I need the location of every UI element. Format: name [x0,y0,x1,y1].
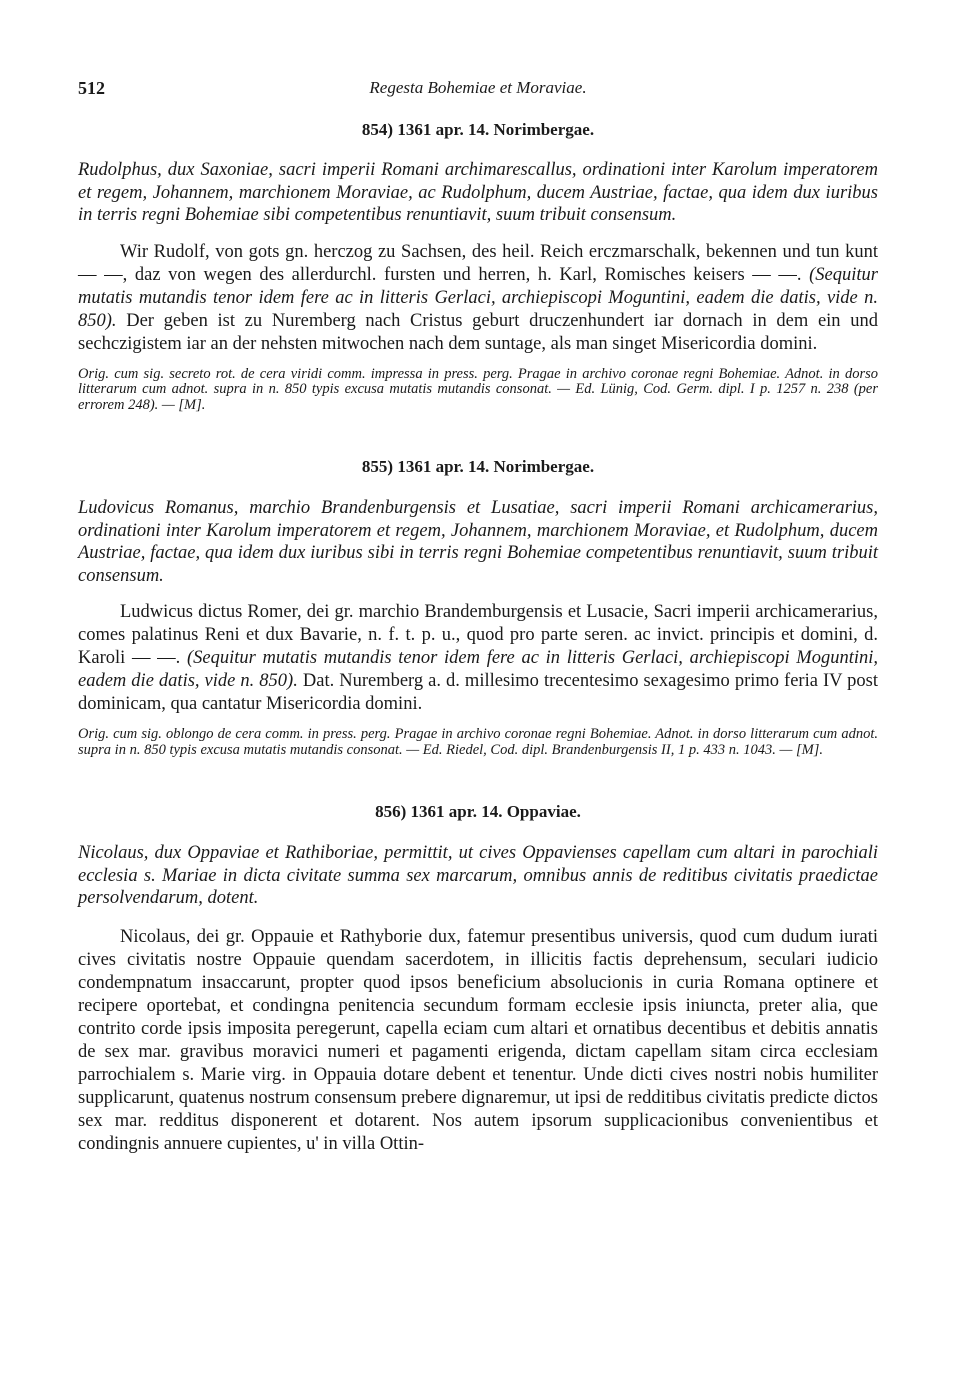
entry-heading: 854) 1361 apr. 14. Norimbergae. [361,120,595,139]
entry-text [78,241,878,356]
entry-text-part: Ludwicus dictus Romer, dei gr. marchio Brandemburgensis et Lusacie, Sacri imperii archicamerarius, comes palatinus Reni et dux Bavarie, n. f. t. p. u., quod pro parte seren. ac invict. principis et domini, d. Karoli — —. [78,602,878,668]
entry-heading: 855) 1361 apr. 14. Norimbergae. [361,457,595,476]
entry-text [78,601,878,716]
entry-regest: Ludovicus Romanus, marchio Brandenburgensis et Lusatiae, sacri imperii Romani archicamerarius, ordinationi inter Karolum imperatorem et regem, Johannem, marchionem Moraviae, et Rudolphum, ducem Austriae, factae, qua idem dux iuribus sibi in terris regni Bohemiae competentibus renuntiavit, suum tribuit consensum. [78,498,878,586]
entry-text-italic: (Sequitur mutatis mutandis tenor idem fere ac in litteris Gerlaci, archiepiscopi Moguntini, eadem die datis, vide n. 850). [78,648,878,691]
entry-note: Orig. cum sig. oblongo de cera comm. in press. perg. Pragae in archivo coronae regni Bohemiae. Adnot. in dorso litterarum cum adnot. supra in n. 850 typis excusa mutatis mutandis consonat. — Ed. Riedel, Cod. dipl. Brandenburgensis II, 1 p. 433 n. 1043. — [M]. [78,726,878,758]
page-number: 512 [78,78,105,98]
running-header [78,70,878,98]
entry-text-part: Dat. Nuremberg a. d. millesimo trecentesimo sexagesimo primo feria IV post dominicam, qua cantatur Misericordia domini. [78,671,878,714]
entry-text: Nicolaus, dei gr. Oppauie et Rathyborie dux, fatemur presentibus universis, quod cum dudum iurati cives civitatis nostre Oppauie quendam sacerdotem, in illicitis factis deprehensum, seculari iudicio condempnatum insaccarunt, propter quod ipsos beneficium absolucionis in curia Romana optinere et recipere oportebat, et condingna penitencia secundum formam ecclesie ipsis iniuncta, preter alia, que contrito corde ipsis imposita peregerunt, capella eciam cum altari et ornatibus decentibus et debitis annatis de sex mar. gravibus moravici numeri et pagamenti erigenda, dictam capellam sitam circa ecclesiam parrochialem s. Marie virg. in Oppauia dotare debent et tenentur. Unde dicti cives nostri nobis humiliter supplicarunt, quatenus nostrum consensum prebere dignaremur, ut ipsi de redditibus civitatis predicte dictos sex mar. redditus disponerent et dotarent. Nos autem ipsorum supplicacionibus convenientibus et condingnis annuere cupientes, u' in villa Ottin- [78,926,878,1154]
entry-text-italic: (Sequitur mutatis mutandis tenor idem fere ac in litteris Gerlaci, archiepiscopi Moguntini, eadem die datis, vide n. 850). [78,264,878,331]
entry-text-part: Wir Rudolf, von gots gn. herczog zu Sachsen, des heil. Reich erczmarschalk, bekennen und tun kunt — —, daz von wegen des allerdurchl. fursten und herren, h. Karl, Romisches keisers — —. [78,241,878,285]
running-title: Regesta Bohemiae et Moraviae. [369,78,587,97]
entry-regest: Nicolaus, dux Oppaviae et Rathiboriae, permittit, ut cives Oppavienses capellam cum altari in parochiali ecclesia s. Mariae in dicta civitate summa sex marcarum, omnibus annis de reditibus civitatis praedictae persolvendarum, dotent. [78,843,878,908]
entry-heading: 856) 1361 apr. 14. Oppaviae. [375,802,581,821]
entry-regest: Rudolphus, dux Saxoniae, sacri imperii Romani archimarescallus, ordinationi inter Karolum imperatorem et regem, Johannem, marchionem Moraviae, ac Rudolphum, ducem Austriae, factae, qua idem dux iuribus in terris regni Bohemiae sibi competentibus renuntiavit, suum tribuit consensum. [78,160,878,225]
entry-note: Orig. cum sig. secreto rot. de cera viridi comm. impressa in press. perg. Pragae in archivo coronae regni Bohemiae. Adnot. in dorso litterarum cum adnot. supra in n. 850 typis excusa mutatis mutandis consonat. — Ed. Lünig, Cod. Germ. dipl. I p. 1257 n. 238 (per errorem 248). — [M]. [78,365,878,413]
entry-text-part: Der geben ist zu Nuremberg nach Cristus geburt druczenhundert iar dornach in dem ein und sechczigistem iar an der nehsten mitwochen nach dem suntage, als man singet Misericordia domini. [78,310,878,354]
page [78,70,878,1156]
